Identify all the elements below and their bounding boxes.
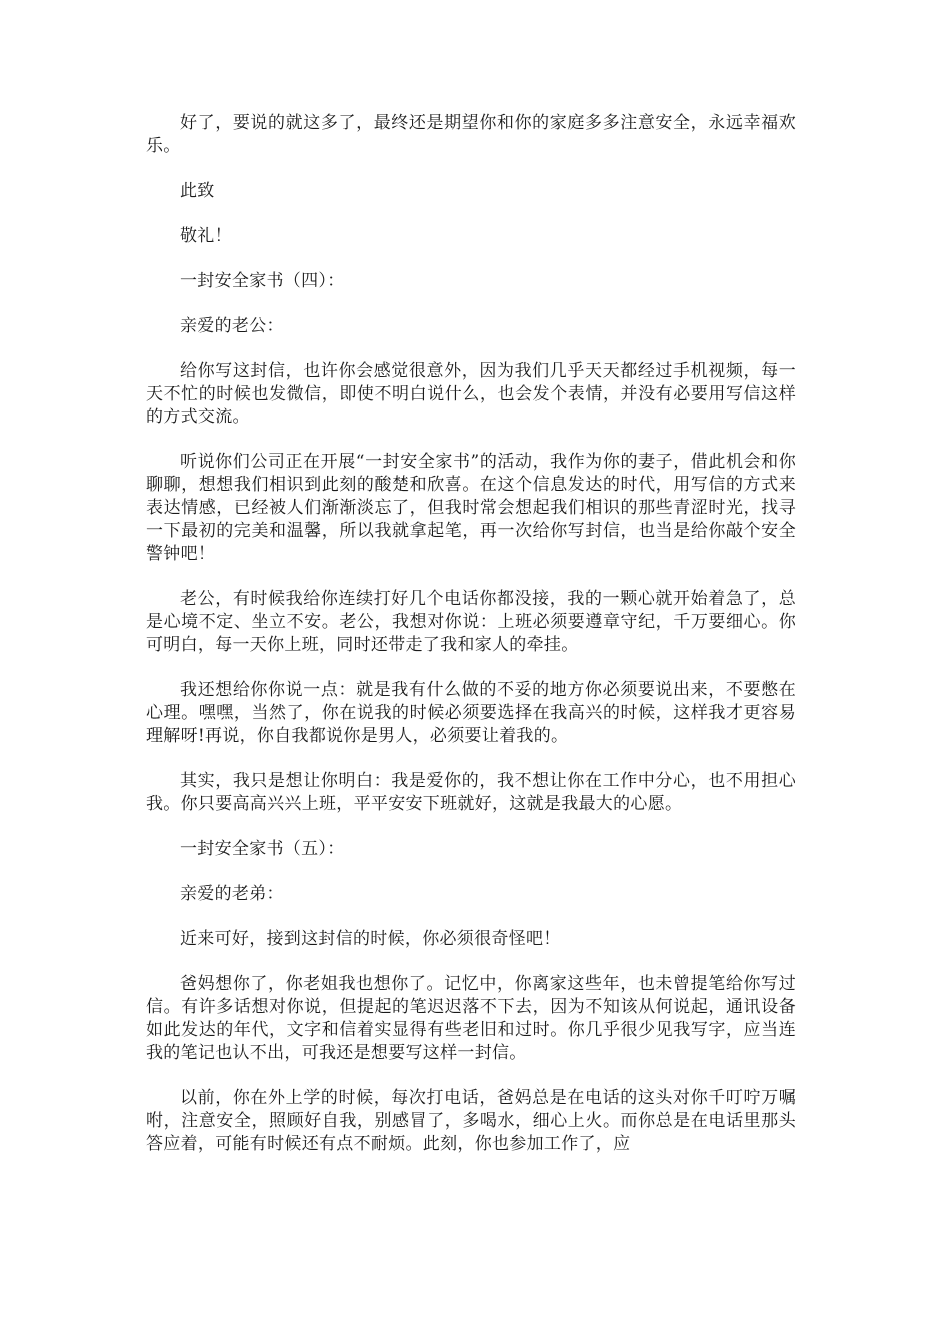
paragraph-closing-wish: 好了，要说的就这多了，最终还是期望你和你的家庭多多注意安全，永远幸福欢乐。 <box>146 113 796 156</box>
paragraph-salutation-cizhi: 此致 <box>180 181 215 201</box>
paragraph-body: 以前，你在外上学的时候，每次打电话，爸妈总是在电话的这头对你千叮咛万嘱咐，注意安全，照顾好自我，别感冒了，多喝水，细心上火。而你总是在电话里那头答应着，可能有时候还有点不耐烦。此刻，你也参加工作了，应 <box>146 1088 796 1154</box>
section-heading-letter-4: 一封安全家书（四）： <box>180 271 345 291</box>
paragraph-body: 我还想给你你说一点：就是我有什么做的不妥的地方你必须要说出来，不要憋在心理。嘿嘿，当然了，你在说我的时候必须要选择在我高兴的时候，这样我才更容易理解呀!再说，你自我都说你是男人，必须要让着我的。 <box>146 680 796 746</box>
paragraph-body: 近来可好，接到这封信的时候，你必须很奇怪吧！ <box>180 929 561 949</box>
paragraph-body: 老公，有时候我给你连续打好几个电话你都没接，我的一颗心就开始着急了，总是心境不定、坐立不安。老公，我想对你说：上班必须要遵章守纪，千万要细心。你可明白，每一天你上班，同时还带走了我和家人的牵挂。 <box>146 589 796 655</box>
section-heading-letter-5: 一封安全家书（五）： <box>180 839 345 859</box>
paragraph-body: 听说你们公司正在开展“一封安全家书”的活动，我作为你的妻子，借此机会和你聊聊，想想我们相识到此刻的酸楚和欣喜。在这个信息发达的时代，用写信的方式来表达情感，已经被人们渐渐淡忘了，但我时常会想起我们相识的那些青涩时光，找寻一下最初的完美和温馨，所以我就拿起笔，再一次给你写封信，也当是给你敲个安全警钟吧！ <box>146 452 796 564</box>
document-page <box>146 112 796 1178</box>
paragraph-body: 给你写这封信，也许你会感觉很意外，因为我们几乎天天都经过手机视频，每一天不忙的时候也发微信，即使不明白说什么，也会发个表情，并没有必要用写信这样的方式交流。 <box>146 361 796 427</box>
paragraph-greeting-husband: 亲爱的老公： <box>180 316 284 336</box>
paragraph-body: 其实，我只是想让你明白：我是爱你的，我不想让你在工作中分心，也不用担心我。你只要高高兴兴上班，平平安安下班就好，这就是我最大的心愿。 <box>146 771 796 814</box>
paragraph-greeting-brother: 亲爱的老弟： <box>180 884 284 904</box>
paragraph-body: 爸妈想你了，你老姐我也想你了。记忆中，你离家这些年，也未曾提笔给你写过信。有许多话想对你说，但提起的笔迟迟落不下去，因为不知该从何说起，通讯设备如此发达的年代，文字和信着实显得有些老旧和过时。你几乎很少见我写字，应当连我的笔记也认不出，可我还是想要写这样一封信。 <box>146 974 796 1063</box>
paragraph-salutation-jingli: 敬礼！ <box>180 226 232 246</box>
